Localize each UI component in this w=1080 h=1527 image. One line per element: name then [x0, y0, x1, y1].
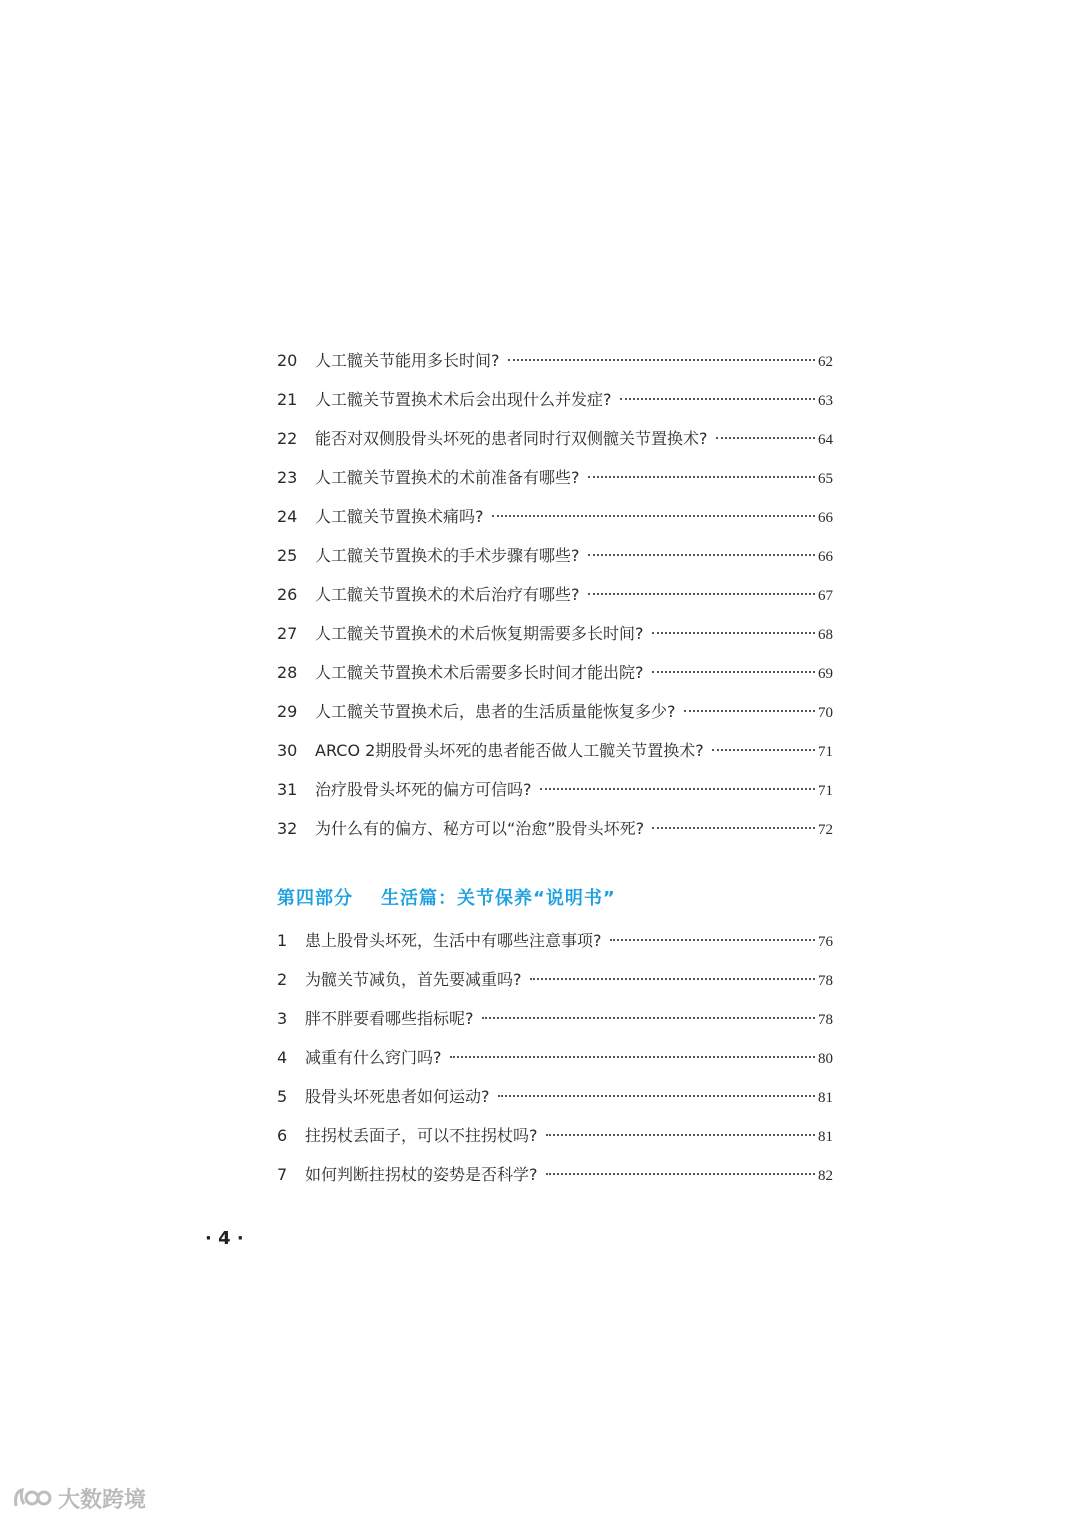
entry-page: 66	[818, 510, 833, 526]
toc-entry[interactable]	[277, 653, 833, 692]
entry-number: 6	[277, 1126, 288, 1145]
entry-title: 人工髋关节置换术后，患者的生活质量能恢复多少?	[315, 702, 676, 721]
entry-title: 为髋关节减负，首先要减重吗?	[305, 970, 522, 989]
dot-leader	[450, 1056, 816, 1058]
entry-title: 如何判断拄拐杖的姿势是否科学?	[305, 1165, 538, 1184]
dot-leader	[546, 1173, 816, 1175]
entry-page: 81	[818, 1090, 833, 1106]
entry-number: 2	[277, 970, 288, 989]
entry-number: 4	[277, 1048, 288, 1067]
dot-leader	[684, 710, 816, 712]
entry-page: 68	[818, 627, 833, 643]
entry-number: 26	[277, 585, 298, 604]
toc-entry[interactable]	[277, 770, 833, 809]
dot-leader	[498, 1095, 816, 1097]
entry-title: 治疗股骨头坏死的偏方可信吗?	[315, 780, 532, 799]
toc-entry[interactable]	[277, 921, 833, 960]
entry-title: 人工髋关节置换术的术后恢复期需要多长时间?	[315, 624, 644, 643]
toc-list-part-3	[277, 341, 833, 848]
entry-page: 64	[818, 432, 833, 448]
page-number: · 4 ·	[205, 1228, 244, 1249]
dot-leader	[588, 593, 816, 595]
dot-leader	[530, 978, 816, 980]
entry-page: 63	[818, 393, 833, 409]
entry-page: 72	[818, 822, 833, 838]
entry-title: ARCO 2期股骨头坏死的患者能否做人工髋关节置换术?	[315, 741, 704, 760]
toc-list-part-4	[277, 921, 833, 1194]
dot-leader	[492, 515, 816, 517]
logo-icon	[12, 1484, 52, 1514]
entry-title: 人工髋关节置换术术后会出现什么并发症?	[315, 390, 612, 409]
entry-number: 22	[277, 429, 298, 448]
toc-entry[interactable]	[277, 1038, 833, 1077]
entry-page: 65	[818, 471, 833, 487]
entry-page: 82	[818, 1168, 833, 1184]
entry-number: 24	[277, 507, 298, 526]
entry-title: 能否对双侧股骨头坏死的患者同时行双侧髋关节置换术?	[315, 429, 708, 448]
toc-entry[interactable]	[277, 497, 833, 536]
section-heading[interactable]	[277, 884, 616, 910]
watermark-text: 大数跨境	[58, 1488, 147, 1513]
entry-number: 32	[277, 819, 298, 838]
toc-entry[interactable]	[277, 1116, 833, 1155]
toc-entry[interactable]	[277, 575, 833, 614]
dot-leader	[652, 827, 815, 829]
toc-entry[interactable]	[277, 536, 833, 575]
entry-page: 70	[818, 705, 833, 721]
entry-title: 人工髋关节置换术的术后治疗有哪些?	[315, 585, 580, 604]
dot-leader	[610, 939, 816, 941]
toc-entry[interactable]	[277, 999, 833, 1038]
toc-entry[interactable]	[277, 341, 833, 380]
entry-title: 人工髋关节置换术术后需要多长时间才能出院?	[315, 663, 644, 682]
entry-title: 胖不胖要看哪些指标呢?	[305, 1009, 474, 1028]
entry-page: 76	[818, 934, 833, 950]
entry-number: 25	[277, 546, 298, 565]
dot-leader	[588, 554, 816, 556]
entry-number: 5	[277, 1087, 288, 1106]
entry-page: 66	[818, 549, 833, 565]
toc-entry[interactable]	[277, 458, 833, 497]
entry-title: 人工髋关节能用多长时间?	[315, 351, 500, 370]
entry-page: 71	[818, 744, 833, 760]
entry-page: 67	[818, 588, 833, 604]
entry-number: 1	[277, 931, 288, 950]
entry-page: 80	[818, 1051, 833, 1067]
dot-leader	[588, 476, 816, 478]
dot-leader	[508, 359, 816, 361]
entry-title: 股骨头坏死患者如何运动?	[305, 1087, 490, 1106]
dot-leader	[546, 1134, 816, 1136]
toc-entry[interactable]	[277, 960, 833, 999]
entry-number: 21	[277, 390, 298, 409]
toc-entry[interactable]	[277, 1077, 833, 1116]
toc-entry[interactable]	[277, 614, 833, 653]
entry-title: 人工髋关节置换术的手术步骤有哪些?	[315, 546, 580, 565]
dot-leader	[652, 671, 816, 673]
entry-title: 人工髋关节置换术的术前准备有哪些?	[315, 468, 580, 487]
dot-leader	[716, 437, 816, 439]
watermark	[12, 1483, 146, 1514]
entry-page: 62	[818, 354, 833, 370]
section-part-label: 第四部分	[277, 888, 353, 909]
entry-title: 拄拐杖丢面子，可以不拄拐杖吗?	[305, 1126, 538, 1145]
entry-page: 71	[818, 783, 833, 799]
toc-entry[interactable]	[277, 731, 833, 770]
section-part-title: 生活篇：关节保养“说明书”	[381, 888, 616, 909]
entry-page: 78	[818, 1012, 833, 1028]
toc-entry[interactable]	[277, 809, 833, 848]
entry-page: 69	[818, 666, 833, 682]
entry-number: 31	[277, 780, 298, 799]
entry-page: 81	[818, 1129, 833, 1145]
toc-entry[interactable]	[277, 419, 833, 458]
dot-leader	[482, 1017, 816, 1019]
dot-leader	[620, 398, 816, 400]
entry-title: 减重有什么窍门吗?	[305, 1048, 442, 1067]
toc-entry[interactable]	[277, 380, 833, 419]
entry-title: 人工髋关节置换术痛吗?	[315, 507, 484, 526]
dot-leader	[652, 632, 816, 634]
entry-number: 3	[277, 1009, 288, 1028]
entry-number: 28	[277, 663, 298, 682]
entry-number: 30	[277, 741, 298, 760]
entry-number: 20	[277, 351, 298, 370]
entry-title: 患上股骨头坏死，生活中有哪些注意事项?	[305, 931, 602, 950]
entry-number: 29	[277, 702, 298, 721]
entry-number: 23	[277, 468, 298, 487]
entry-title: 为什么有的偏方、秘方可以“治愈”股骨头坏死?	[315, 819, 645, 838]
toc-entry[interactable]	[277, 1155, 833, 1194]
dot-leader	[712, 749, 815, 751]
toc-entry[interactable]	[277, 692, 833, 731]
entry-page: 78	[818, 973, 833, 989]
entry-number: 27	[277, 624, 298, 643]
entry-number: 7	[277, 1165, 288, 1184]
dot-leader	[540, 788, 816, 790]
